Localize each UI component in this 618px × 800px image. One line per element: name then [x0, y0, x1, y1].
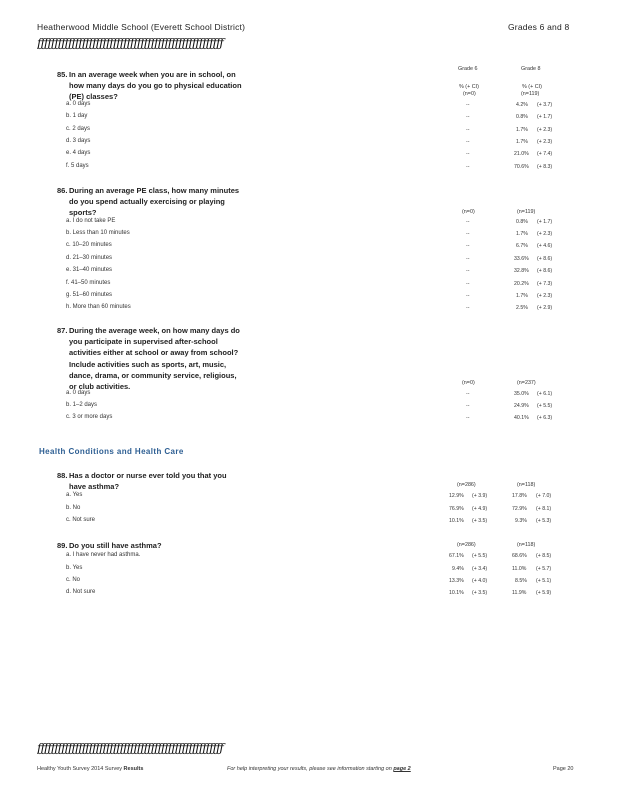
grade6-value: 67.1% — [449, 553, 464, 559]
answer-option: a. 0 days — [66, 101, 91, 107]
answer-option: b. 1–2 days — [66, 402, 98, 408]
answer-option: c. 2 days — [66, 126, 91, 132]
grade8-value: 4.2% — [516, 102, 528, 108]
answer-option: e. 4 days — [66, 150, 91, 156]
grade6-sample-size: (n=0) — [462, 380, 475, 386]
grade6-value: -- — [466, 415, 470, 421]
grade6-sample-size: (n=286) — [457, 542, 476, 548]
grade8-value: 32.8% — [514, 268, 529, 274]
grade8-ci: (+ 5.3) — [536, 518, 552, 524]
grade8-ci: (+ 7.3) — [537, 281, 553, 287]
grade6-value: -- — [466, 114, 470, 120]
question-text: In an average week when you are in school, on — [69, 70, 236, 79]
grade8-sample-size: (n=119) — [517, 209, 536, 215]
question-text: dance, drama, or community service, religious, — [69, 370, 237, 380]
grade8-ci: (+ 7.0) — [536, 493, 552, 499]
grade8-ci: (+ 6.1) — [537, 391, 553, 397]
grade8-ci: (+ 6.3) — [537, 415, 553, 421]
grade8-column-header: Grade 8 — [521, 66, 541, 72]
grade8-ci: (+ 4.6) — [537, 243, 553, 249]
grade6-ci: (+ 3.4) — [472, 566, 488, 572]
grade8-value: 72.9% — [512, 506, 527, 512]
grade8-ci: (+ 8.5) — [536, 553, 552, 559]
question-number: 87. — [57, 326, 68, 335]
grade6-sample-size: (n=286) — [457, 482, 476, 488]
grade6-value: -- — [466, 293, 470, 299]
grade8-ci: (+ 1.7) — [537, 219, 553, 225]
footer-help — [227, 766, 411, 772]
grade8-sample-size: (n=118) — [517, 482, 536, 488]
grade8-value: 2.5% — [516, 305, 528, 311]
grade8-ci: (+ 5.5) — [537, 403, 553, 409]
grade6-value: 10.1% — [449, 590, 464, 596]
question-number: 88. — [57, 471, 68, 480]
grade6-value: -- — [466, 127, 470, 133]
grade6-value: 9.4% — [452, 566, 464, 572]
grade8-value: 17.8% — [512, 493, 527, 499]
grade6-ci: (+ 4.9) — [472, 506, 488, 512]
grade6-value: 76.9% — [449, 506, 464, 512]
answer-option: e. 31–40 minutes — [66, 267, 113, 273]
grade8-ci: (+ 2.3) — [537, 293, 553, 299]
grade8-value: 70.6% — [514, 164, 529, 170]
grade8-value: 8.5% — [515, 578, 527, 584]
grade8-value: 20.2% — [514, 281, 529, 287]
answer-option: a. I do not take PE — [66, 218, 116, 224]
grade6-value: -- — [466, 243, 470, 249]
grade8-value: 24.9% — [514, 403, 529, 409]
question-89 — [57, 540, 162, 551]
answer-option: b. Less than 10 minutes — [66, 230, 130, 236]
grades-header: Grades 6 and 8 — [508, 22, 570, 32]
answer-option: c. Not sure — [66, 517, 96, 523]
answer-option: a. 0 days — [66, 390, 91, 396]
question-88 — [57, 470, 227, 492]
section-title: Health Conditions and Health Care — [39, 447, 184, 456]
grade8-value: 11.9% — [512, 590, 527, 596]
grade6-value: -- — [466, 256, 470, 262]
grade8-value: 1.7% — [516, 231, 528, 237]
grade8-ci: (+ 2.3) — [537, 139, 553, 145]
answer-option: g. 51–60 minutes — [66, 292, 113, 298]
grade6-value: -- — [466, 305, 470, 311]
question-text: Do you still have asthma? — [69, 541, 162, 550]
grade6-ci: (+ 3.9) — [472, 493, 488, 499]
grade8-ci: (+ 1.7) — [537, 114, 553, 120]
grade6-value: -- — [466, 102, 470, 108]
question-number: 86. — [57, 186, 68, 195]
grade6-value: -- — [466, 391, 470, 397]
footer-results-label: Results — [123, 766, 144, 772]
grade8-ci: (+ 8.3) — [537, 164, 553, 170]
grade6-value: -- — [466, 164, 470, 170]
grade8-ci: (+ 7.4) — [537, 151, 553, 157]
answer-option: d. Not sure — [66, 589, 96, 595]
question-85 — [57, 69, 242, 103]
question-number: 85. — [57, 70, 68, 79]
page-2-link[interactable]: page 2 — [393, 766, 411, 772]
grade8-ci: (+ 2.9) — [537, 305, 553, 311]
grade8-ci: (+ 5.1) — [536, 578, 552, 584]
grade8-sample-size: (n=118) — [517, 542, 536, 548]
answer-option: h. More than 60 minutes — [66, 304, 131, 310]
grade6-value: 13.3% — [449, 578, 464, 584]
grade8-ci: (+ 2.3) — [537, 127, 553, 133]
answer-option: d. 21–30 minutes — [66, 255, 113, 261]
grade8-value: 1.7% — [516, 127, 528, 133]
question-number: 89. — [57, 541, 68, 550]
answer-option: a. Yes — [66, 492, 83, 498]
question-text: (PE) classes? — [69, 92, 118, 102]
page-number: Page 20 — [553, 766, 574, 772]
grade8-value: 35.0% — [514, 391, 529, 397]
grade6-value: 12.9% — [449, 493, 464, 499]
grade6-value: -- — [466, 268, 470, 274]
answer-option: b. Yes — [66, 565, 83, 571]
grade8-value: 0.8% — [516, 219, 528, 225]
answer-option: c. 3 or more days — [66, 414, 113, 420]
answer-option: b. 1 day — [66, 113, 88, 119]
grade8-value: 6.7% — [516, 243, 528, 249]
question-text: Has a doctor or nurse ever told you that you — [69, 471, 227, 480]
grade8-ci: (+ 8.6) — [537, 256, 553, 262]
grade8-value: 33.6% — [514, 256, 529, 262]
question-text: you participate in supervised after-school — [69, 337, 218, 347]
grade8-value: 9.3% — [515, 518, 527, 524]
grade8-ci: (+ 5.7) — [536, 566, 552, 572]
answer-option: d. 3 days — [66, 138, 91, 144]
grade8-sample-size: (n=119) — [521, 91, 540, 97]
question-87 — [57, 325, 240, 392]
grade6-pct-ci-header: % (+ CI) — [459, 84, 479, 90]
grade8-value: 1.7% — [516, 139, 528, 145]
grade6-sample-size: (n=0) — [463, 91, 476, 97]
question-text: During an average PE class, how many minutes — [69, 186, 240, 195]
question-text: or club activities. — [69, 382, 131, 392]
grade6-column-header: Grade 6 — [458, 66, 478, 72]
grade8-ci: (+ 8.1) — [536, 506, 552, 512]
grade8-value: 0.8% — [516, 114, 528, 120]
grade8-value: 68.6% — [512, 553, 527, 559]
question-86 — [57, 185, 239, 219]
grade6-sample-size: (n=0) — [462, 209, 475, 215]
school-header: Heatherwood Middle School (Everett School District) — [37, 22, 246, 32]
footer-survey-name: Healthy Youth Survey 2014 Survey — [37, 766, 123, 772]
grade6-value: 10.1% — [449, 518, 464, 524]
grade8-sample-size: (n=237) — [517, 380, 536, 386]
grade8-value: 40.1% — [514, 415, 529, 421]
grade8-value: 21.0% — [514, 151, 529, 157]
grade8-ci: (+ 8.6) — [537, 268, 553, 274]
grade6-ci: (+ 3.5) — [472, 518, 488, 524]
grade6-value: -- — [466, 219, 470, 225]
question-text: sports? — [69, 208, 97, 218]
footer-help-text: For help interpreting your results, please see information starting on — [227, 766, 392, 772]
grade8-ci: (+ 3.7) — [537, 102, 553, 108]
question-text: do you spend actually exercising or playing — [69, 197, 225, 207]
answer-option: f. 41–50 minutes — [66, 280, 111, 286]
answer-option: c. No — [66, 577, 81, 583]
grade8-value: 11.0% — [512, 566, 527, 572]
grade8-pct-ci-header: % (+ CI) — [522, 84, 542, 90]
answer-option: a. I have never had asthma. — [66, 552, 141, 558]
answer-option: c. 10–20 minutes — [66, 242, 112, 248]
footer-survey-title — [37, 766, 143, 772]
grade6-ci: (+ 4.0) — [472, 578, 488, 584]
grade6-value: -- — [466, 139, 470, 145]
question-text: Include activities such as sports, art, music, — [69, 359, 227, 369]
question-text: During the average week, on how many days do — [69, 326, 240, 335]
grade6-value: -- — [466, 403, 470, 409]
decorative-rule-bottom: ƒƒƒƒƒƒƒƒƒƒƒƒƒƒƒƒƒƒƒƒƒƒƒƒƒƒƒƒƒƒƒƒƒƒƒƒƒƒƒƒƒƒƒƒƒƒƒƒƒƒƒƒƒƒ — [37, 741, 223, 755]
decorative-rule-top: ƒƒƒƒƒƒƒƒƒƒƒƒƒƒƒƒƒƒƒƒƒƒƒƒƒƒƒƒƒƒƒƒƒƒƒƒƒƒƒƒƒƒƒƒƒƒƒƒƒƒƒƒƒƒ — [37, 36, 223, 50]
grade6-ci: (+ 5.5) — [472, 553, 488, 559]
grade6-value: -- — [466, 281, 470, 287]
grade6-ci: (+ 3.5) — [472, 590, 488, 596]
grade8-ci: (+ 5.9) — [536, 590, 552, 596]
grade8-value: 1.7% — [516, 293, 528, 299]
question-text: have asthma? — [69, 482, 120, 492]
answer-option: f. 5 days — [66, 163, 89, 169]
grade8-ci: (+ 2.3) — [537, 231, 553, 237]
grade6-value: -- — [466, 151, 470, 157]
question-text: activities either at school or away from school? — [69, 348, 239, 358]
grade6-value: -- — [466, 231, 470, 237]
question-text: how many days do you go to physical education — [69, 81, 242, 91]
answer-option: b. No — [66, 505, 81, 511]
